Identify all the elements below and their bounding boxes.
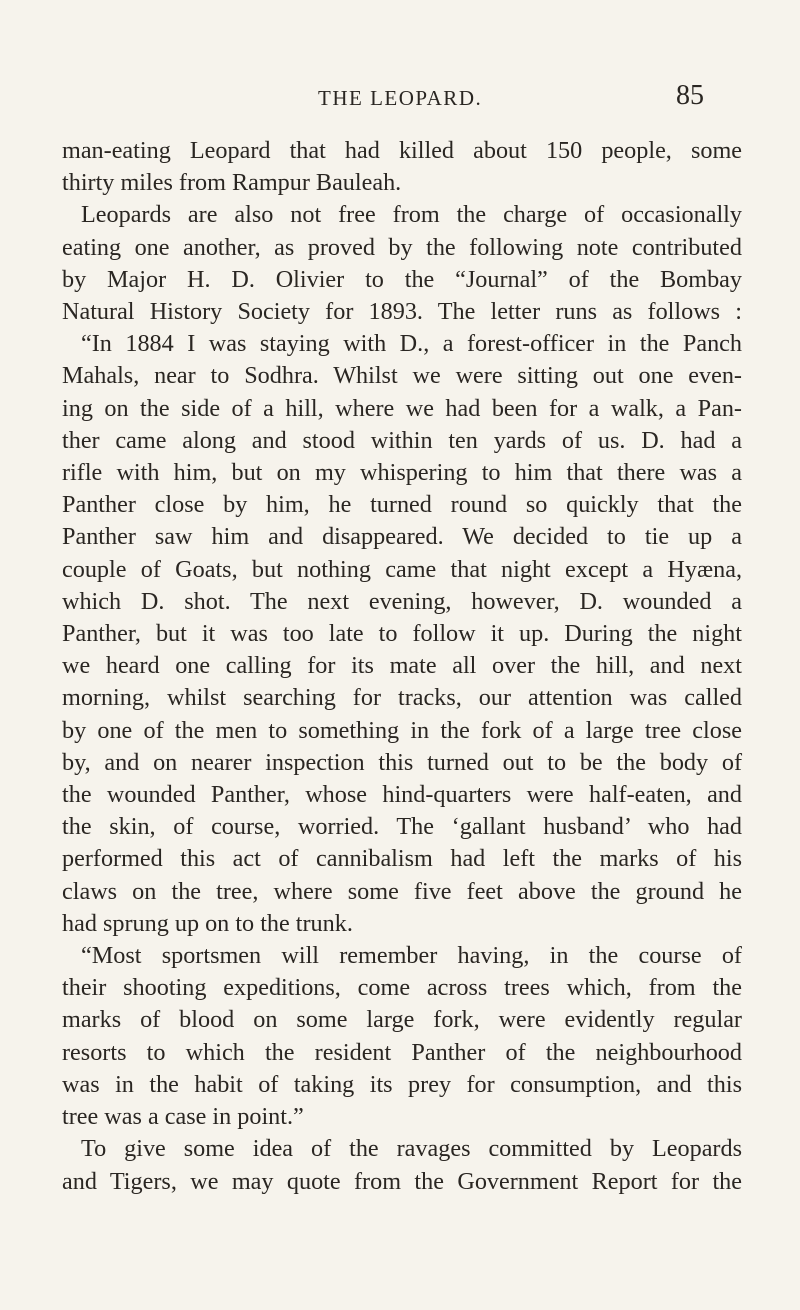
text-line: rifle with him, but on my whispering to him that there was a <box>62 459 742 487</box>
running-title: THE LEOPARD. <box>318 86 483 110</box>
text-line: Panther close by him, he turned round so quickly that the <box>62 491 742 519</box>
text-line: ther came along and stood within ten yards of us. D. had a <box>62 426 742 454</box>
text-line: Leopards are also not free from the charge of occasionally <box>81 201 742 229</box>
body-text <box>62 135 742 1198</box>
text-line: thirty miles from Rampur Bauleah. <box>62 169 402 197</box>
text-line: by one of the men to something in the fork of a large tree close <box>62 716 742 744</box>
text-line: their shooting expeditions, come across trees which, from the <box>62 974 742 1002</box>
text-line: tree was a case in point.” <box>62 1103 304 1131</box>
text-line: performed this act of cannibalism had left the marks of his <box>62 845 742 873</box>
text-line: had sprung up on to the trunk. <box>62 909 353 937</box>
text-line: resorts to which the resident Panther of the neighbourhood <box>62 1038 742 1066</box>
text-line: Panther saw him and disappeared. We decided to tie up a <box>62 523 742 551</box>
text-line: we heard one calling for its mate all over the hill, and next <box>62 652 742 680</box>
text-line: “Most sportsmen will remember having, in the course of <box>81 942 742 970</box>
text-line: Natural History Society for 1893. The letter runs as follows : <box>62 298 742 326</box>
text-line: claws on the tree, where some five feet above the ground he <box>62 877 742 905</box>
text-line: Mahals, near to Sodhra. Whilst we were sitting out one even- <box>62 362 742 390</box>
text-line: was in the habit of taking its prey for consumption, and this <box>62 1070 742 1098</box>
text-line: by Major H. D. Olivier to the “Journal” of the Bombay <box>62 265 742 293</box>
page-number: 85 <box>676 80 704 111</box>
text-line: To give some idea of the ravages committed by Leopards <box>81 1135 742 1163</box>
text-line: ing on the side of a hill, where we had been for a walk, a Pan- <box>62 394 742 422</box>
text-line: Panther, but it was too late to follow it up. During the night <box>62 620 742 648</box>
running-head <box>0 80 800 120</box>
text-line: man-eating Leopard that had killed about 150 people, some <box>62 137 742 164</box>
text-line: eating one another, as proved by the following note contributed <box>62 233 742 261</box>
text-line: by, and on nearer inspection this turned out to be the body of <box>62 748 742 776</box>
text-line: the skin, of course, worried. The ‘gallant husband’ who had <box>62 813 742 841</box>
text-line: the wounded Panther, whose hind-quarters were half-eaten, and <box>62 781 742 809</box>
text-line: and Tigers, we may quote from the Government Report for the <box>62 1167 742 1195</box>
text-line: which D. shot. The next evening, however, D. wounded a <box>62 587 742 615</box>
text-line: couple of Goats, but nothing came that night except a Hyæna, <box>62 555 742 583</box>
text-line: “In 1884 I was staying with D., a forest-officer in the Panch <box>81 330 742 358</box>
text-line: morning, whilst searching for tracks, our attention was called <box>62 684 742 712</box>
text-line: marks of blood on some large fork, were evidently regular <box>62 1006 742 1034</box>
